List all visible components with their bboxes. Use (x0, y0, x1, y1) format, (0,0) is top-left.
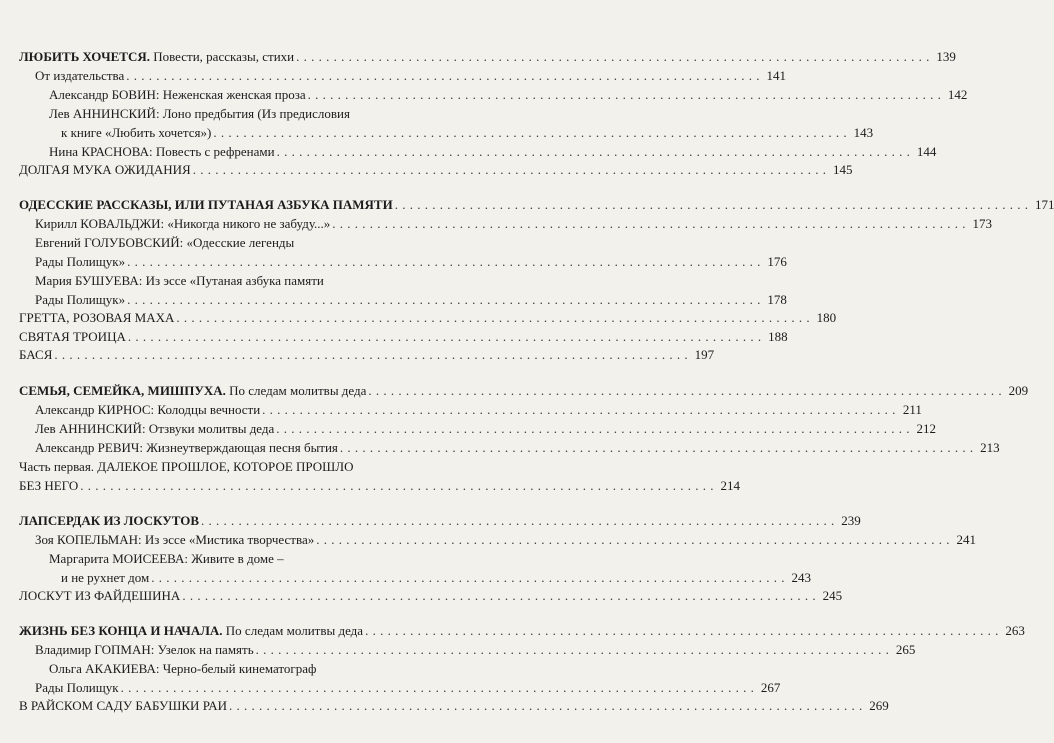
toc-entry (19, 679, 781, 697)
toc-entry-heading: Рады Полищук (35, 680, 119, 695)
toc-entry-heading: к книге «Любить хочется») (61, 125, 212, 140)
dot-leader (365, 622, 999, 640)
toc-entry-title (35, 641, 254, 659)
toc-entry (19, 253, 787, 271)
toc-page-number: 211 (902, 402, 922, 417)
toc-entry (19, 196, 1054, 214)
toc-entry-title (19, 328, 126, 346)
toc-entry-heading: Часть первая. ДАЛЕКОЕ ПРОШЛОЕ, КОТОРОЕ ПРОШЛО (19, 459, 354, 474)
toc-entry (19, 328, 788, 346)
toc-page-number: 144 (916, 144, 937, 159)
toc-entry (19, 401, 922, 419)
toc-entry-heading: и не рухнет дом (61, 570, 150, 585)
toc-page-number: 139 (936, 49, 956, 64)
toc-entry-heading: Зоя КОПЕЛЬМАН: Из эссе «Мистика творчества» (35, 532, 315, 547)
toc-entry-heading: Александр РЕВИЧ: Жизнеутверждающая песня бытия (35, 440, 338, 455)
toc-entry (19, 697, 889, 715)
toc-entry-heading: Мария БУШУЕВА: Из эссе «Путаная азбука памяти (35, 273, 324, 288)
toc-entry (19, 550, 424, 568)
dot-leader (276, 420, 910, 438)
toc-entry (19, 272, 424, 290)
toc-entry-title (35, 439, 338, 457)
toc-entry-title (35, 401, 260, 419)
toc-page-number: 213 (980, 440, 1000, 455)
toc-entry-title (35, 272, 424, 290)
toc-entry (19, 477, 740, 495)
toc-page-number: 245 (822, 588, 843, 603)
toc-entry-title (35, 215, 330, 233)
dot-leader (213, 124, 847, 142)
toc-entry-title (19, 346, 52, 364)
toc-entry-title (61, 569, 149, 587)
toc-page-number: 142 (947, 87, 968, 102)
toc-entry-subtitle: По следам молитвы деда (225, 383, 367, 398)
toc-entry-heading: Маргарита МОИСЕЕВА: Живите в доме – (49, 551, 284, 566)
toc-entry (19, 420, 937, 438)
toc-page-number: 141 (766, 68, 787, 83)
toc-entry-title (19, 587, 180, 605)
toc-entry-heading: В РАЙСКОМ САДУ БАБУШКИ РАИ (19, 698, 228, 713)
toc-entry (19, 143, 937, 161)
toc-entry-title (35, 253, 125, 271)
toc-entry-subtitle: Повести, рассказы, стихи (149, 49, 295, 64)
toc-entry (19, 458, 424, 476)
dot-leader (256, 641, 890, 659)
toc-entry (19, 531, 976, 549)
toc-entry-heading: От издательства (35, 68, 125, 83)
toc-page-number: 145 (832, 162, 853, 177)
toc-entry-heading: Лев АННИНСКИЙ: Отзвуки молитвы деда (35, 421, 275, 436)
toc-entry-heading: Ольга АКАКИЕВА: Черно-белый кинематограф (49, 661, 317, 676)
dot-leader (277, 143, 911, 161)
toc-entry-title (49, 86, 306, 104)
toc-entry-title (19, 512, 199, 530)
toc-entry (19, 439, 1000, 457)
toc-entry-heading: ДОЛГАЯ МУКА ОЖИДАНИЯ (19, 162, 191, 177)
toc-entry-title (35, 67, 124, 85)
toc-entry-title (19, 477, 78, 495)
toc-page-number: 267 (760, 680, 781, 695)
dot-leader (262, 401, 896, 419)
toc-page-number: 143 (853, 125, 874, 140)
toc-entry (19, 161, 853, 179)
toc-entry (19, 105, 424, 123)
toc-page-number: 263 (1005, 623, 1025, 638)
toc-entry-title (19, 382, 366, 400)
toc-entry-heading: Александр БОВИН: Неженская женская проза (49, 87, 306, 102)
toc-entry-heading: ГРЕТТА, РОЗОВАЯ МАХА (19, 310, 175, 325)
dot-leader (193, 161, 827, 179)
dot-leader (127, 291, 761, 309)
dot-leader (128, 328, 762, 346)
toc-page-number: 176 (767, 254, 787, 269)
toc-page-number: 214 (720, 478, 740, 493)
dot-leader (121, 679, 755, 697)
toc-entry-title (49, 660, 424, 678)
dot-leader (127, 253, 761, 271)
toc-entry (19, 215, 993, 233)
toc-page-number: 171 (1034, 197, 1054, 212)
toc-entry-title (19, 196, 393, 214)
toc-entry-heading: ЛОСКУТ ИЗ ФАЙДЕШИНА (19, 588, 181, 603)
dot-leader (182, 587, 816, 605)
dot-leader (368, 382, 1002, 400)
dot-leader (395, 196, 1029, 214)
dot-leader (316, 531, 950, 549)
toc-entry-heading: Рады Полищук» (35, 292, 126, 307)
toc-entry-heading: ОДЕССКИЕ РАССКАЗЫ, ИЛИ ПУТАНАЯ АЗБУКА ПАМЯТИ (19, 197, 393, 212)
dot-leader (296, 48, 930, 66)
toc-entry (19, 291, 787, 309)
toc-page-number: 269 (869, 698, 889, 713)
toc-entry (19, 309, 837, 327)
toc-page-number: 188 (768, 329, 788, 344)
toc-entry-title (35, 420, 274, 438)
toc-page-number: 197 (694, 347, 715, 362)
toc-entry-heading: Нина КРАСНОВА: Повесть с рефренами (49, 144, 275, 159)
toc-entry-title (35, 679, 119, 697)
toc-entry-title (49, 105, 424, 123)
toc-page-number: 243 (791, 570, 812, 585)
toc-page-number: 209 (1008, 383, 1029, 398)
toc-page-number: 212 (916, 421, 937, 436)
toc-entry-heading: СВЯТАЯ ТРОИЦА (19, 329, 126, 344)
toc-entry-heading: СЕМЬЯ, СЕМЕЙКА, МИШПУХА. (19, 383, 226, 398)
dot-leader (229, 697, 863, 715)
toc-entry (19, 124, 874, 142)
toc-entry-heading: Лев АННИНСКИЙ: Лоно предбытия (Из предисловия (49, 106, 350, 121)
toc-entry (19, 382, 1029, 400)
dot-leader (126, 67, 760, 85)
toc-entry (19, 622, 1025, 640)
toc-entry (19, 48, 956, 66)
toc-entry-heading: Владимир ГОПМАН: Узелок на память (35, 642, 254, 657)
dot-leader (54, 346, 688, 364)
toc-entry (19, 512, 861, 530)
toc-entry-title (35, 531, 314, 549)
toc-entry-title (19, 309, 174, 327)
toc-entry-heading: ЖИЗНЬ БЕЗ КОНЦА И НАЧАЛА. (19, 623, 223, 638)
toc-entry-heading: Кирилл КОВАЛЬДЖИ: «Никогда никого не забуду...» (35, 216, 331, 231)
toc-entry-heading: ЛАПСЕРДАК ИЗ ЛОСКУТОВ (19, 513, 200, 528)
toc-entry-heading: Александр КИРНОС: Колодцы вечности (35, 402, 261, 417)
toc-entry-title (49, 143, 275, 161)
toc-page-number: 239 (841, 513, 861, 528)
toc-entry (19, 660, 424, 678)
dot-leader (332, 215, 966, 233)
toc-entry-heading: Евгений ГОЛУБОВСКИЙ: «Одесские легенды (35, 235, 295, 250)
toc-entry-subtitle: По следам молитвы деда (222, 623, 364, 638)
dot-leader (340, 439, 974, 457)
toc-entry (19, 569, 812, 587)
toc-entry-title (49, 550, 424, 568)
toc-entry (19, 346, 715, 364)
toc-page-number: 180 (816, 310, 837, 325)
toc-entry-title (19, 458, 424, 476)
toc-entry (19, 86, 968, 104)
dot-leader (176, 309, 810, 327)
toc-entry-title (19, 161, 191, 179)
toc-entry-title (35, 234, 424, 252)
toc-page-number: 173 (972, 216, 993, 231)
toc-entry-heading: ЛЮБИТЬ ХОЧЕТСЯ. (19, 49, 150, 64)
dot-leader (201, 512, 835, 530)
toc-page-number: 241 (956, 532, 976, 547)
toc-entry-title (35, 291, 125, 309)
toc-entry-title (19, 697, 227, 715)
toc-entry-heading: БЕЗ НЕГО (19, 478, 79, 493)
toc-entry (19, 587, 843, 605)
toc-entry (19, 234, 424, 252)
toc-entry (19, 641, 916, 659)
toc-entry-heading: Рады Полищук» (35, 254, 126, 269)
toc-entry-title (19, 48, 294, 66)
toc-page-number: 178 (767, 292, 787, 307)
dot-leader (308, 86, 942, 104)
toc-entry-heading: БАСЯ (19, 347, 53, 362)
toc-entry (19, 67, 787, 85)
dot-leader (80, 477, 714, 495)
toc-entry-title (61, 124, 211, 142)
toc-entry-title (19, 622, 363, 640)
toc-page-number: 265 (895, 642, 916, 657)
dot-leader (151, 569, 785, 587)
